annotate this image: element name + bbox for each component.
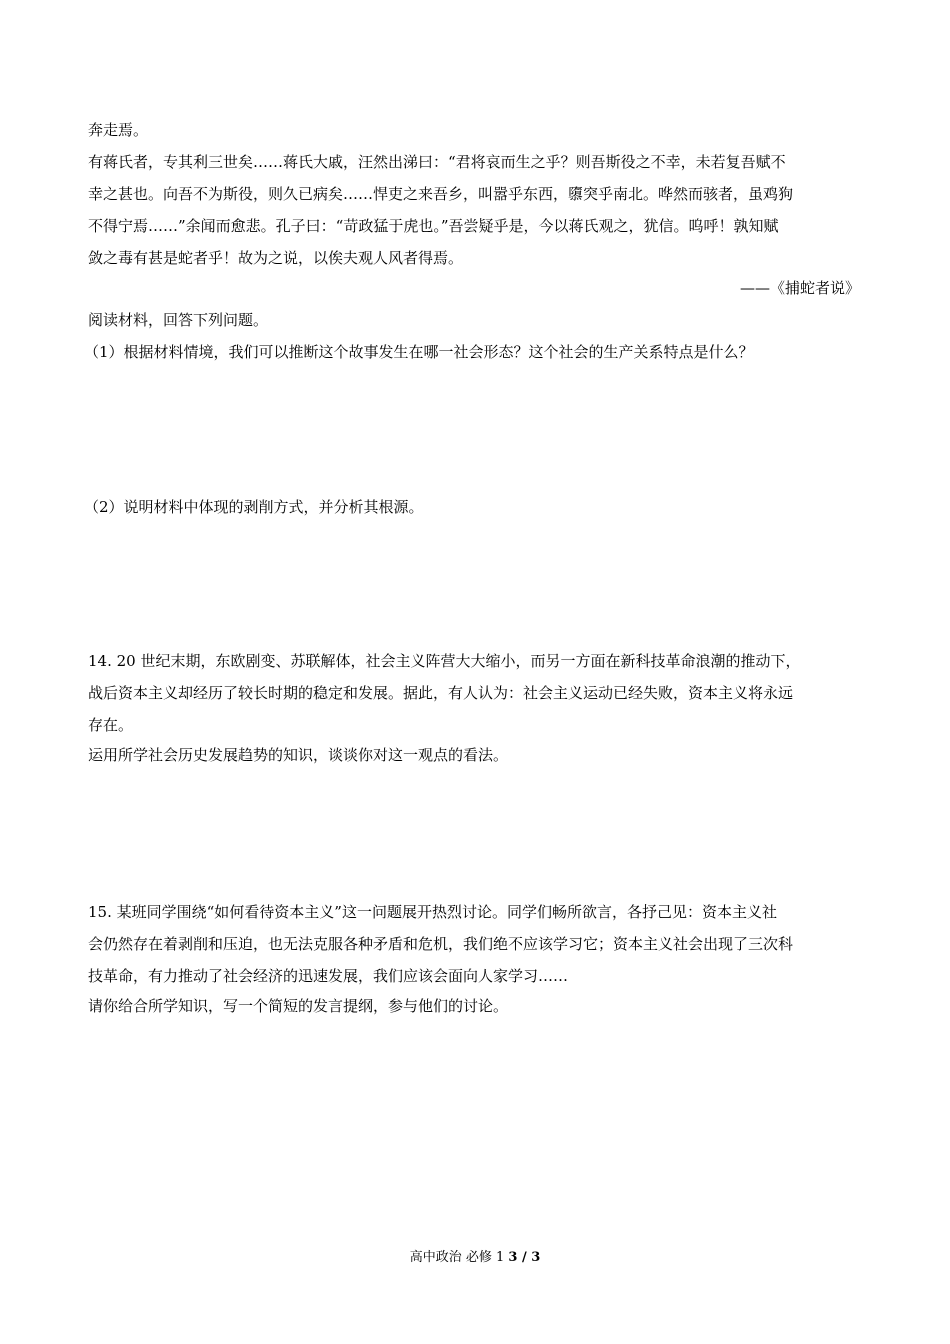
passage-line-4: 不得宁焉……”余闻而愈悲。孔子曰：“苛政猛于虎也。”吾尝疑乎是，今以蒋氏观之，犹信。呜呼！孰知赋 [88,217,779,235]
passage-line-5: 敛之毒有甚是蛇者乎！故为之说，以俟夫观人风者得焉。 [88,249,464,267]
footer-page-number: 3 / 3 [508,1250,541,1265]
q14-line-2: 战后资本主义却经历了较长时期的稳定和发展。据此，有人认为：社会主义运动已经失败，资本主义将永远 [88,684,794,702]
q14-line-4: 运用所学社会历史发展趋势的知识，谈谈你对这一观点的看法。 [88,746,509,764]
passage-line-2: 有蒋氏者，专其利三世矣……蒋氏大戚，汪然出涕曰：“君将哀而生之乎？则吾斯役之不幸，未若复吾赋不 [88,153,786,171]
q14-line-3: 存在。 [88,716,134,734]
q14-line-1: 14. 20 世纪末期，东欧剧变、苏联解体，社会主义阵营大大缩小，而另一方面在新科技革命浪潮的推动下， [88,652,801,670]
q13-instruction: 阅读材料，回答下列问题。 [88,311,269,329]
q13-subquestion-1: （1）根据材料情境，我们可以推断这个故事发生在哪一社会形态？这个社会的生产关系特点是什么？ [84,343,754,361]
page-footer [0,1249,950,1267]
footer-course: 高中政治 必修 1 [409,1250,509,1265]
q15-line-4: 请你给合所学知识，写一个简短的发言提纲，参与他们的讨论。 [88,997,509,1015]
q15-line-1: 15. 某班同学围绕“如何看待资本主义”这一问题展开热烈讨论。同学们畅所欲言，各抒己见：资本主义社 [88,903,777,921]
q13-subquestion-2: （2）说明材料中体现的剥削方式，并分析其根源。 [84,498,424,516]
q15-line-2: 会仍然存在着剥削和压迫，也无法克服各种矛盾和危机，我们绝不应该学习它；资本主义社会出现了三次科 [88,935,794,953]
passage-source: ——《捕蛇者说》 [739,279,860,297]
q15-line-3: 技革命，有力推动了社会经济的迅速发展，我们应该会面向人家学习…… [88,967,569,985]
passage-line-3: 幸之甚也。向吾不为斯役，则久已病矣……悍吏之来吾乡，叫嚣乎东西，隳突乎南北。哗然而骇者，虽鸡狗 [88,185,794,203]
passage-line-1: 奔走焉。 [88,121,149,139]
